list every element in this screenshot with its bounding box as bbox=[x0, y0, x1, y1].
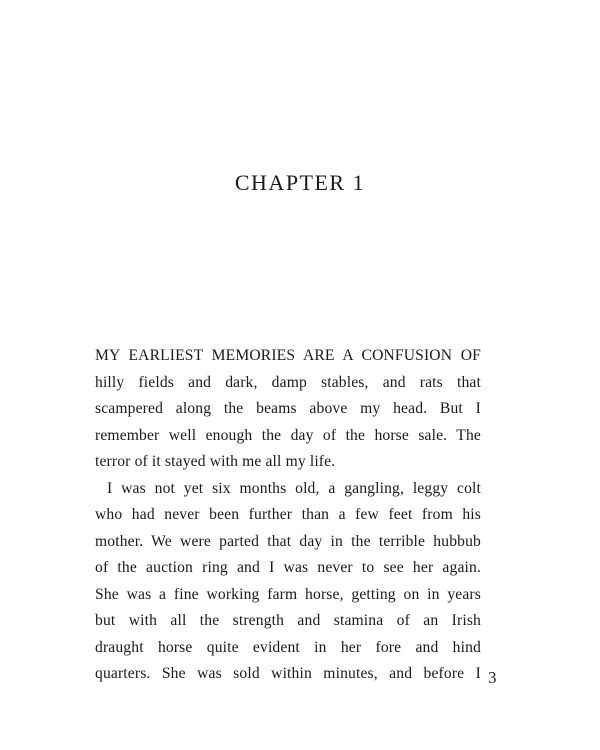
text-line: but with all the strength and stamina of an Irish bbox=[95, 612, 481, 629]
paragraph-1 bbox=[95, 343, 481, 476]
text-line: MY EARLIEST MEMORIES ARE A CONFUSION OF bbox=[95, 347, 481, 364]
text-line: remember well enough the day of the horse sale. The bbox=[95, 426, 481, 444]
page-number: 3 bbox=[488, 668, 497, 687]
text-line: draught horse quite evident in her fore and hind bbox=[95, 638, 481, 656]
text-line: mother. We were parted that day in the terrible hubbub bbox=[95, 532, 481, 550]
text-line: of the auction ring and I was never to see her again. bbox=[95, 559, 481, 576]
chapter-text bbox=[95, 343, 481, 688]
text-line: scampered along the beams above my head. But I bbox=[95, 400, 481, 417]
text-line: who had never been further than a few feet from his bbox=[95, 506, 481, 523]
text-line: hilly fields and dark, damp stables, and rats that bbox=[95, 373, 481, 391]
text-line: terror of it stayed with me all my life. bbox=[95, 453, 336, 470]
text-line: She was a fine working farm horse, getting on in years bbox=[95, 585, 481, 603]
paragraph-2 bbox=[95, 476, 481, 688]
chapter-heading: CHAPTER 1 bbox=[234, 170, 366, 195]
text-line: I was not yet six months old, a gangling, leggy colt bbox=[107, 479, 481, 497]
text-line: quarters. She was sold within minutes, and before I bbox=[95, 665, 481, 682]
